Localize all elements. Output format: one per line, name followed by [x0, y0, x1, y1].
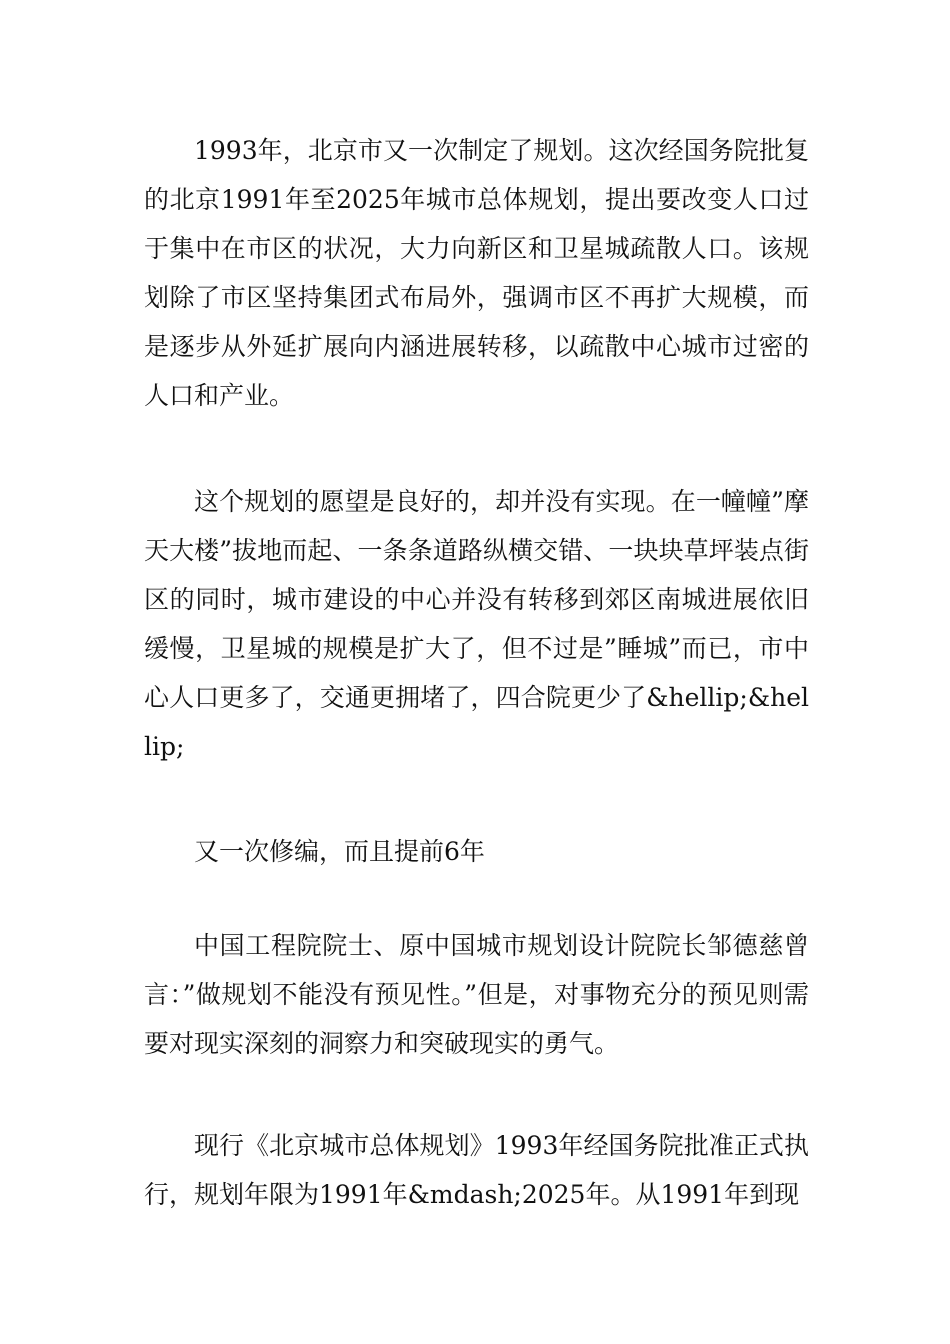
paragraph-subheading-revision: 又一次修编，而且提前6年 — [194, 837, 485, 866]
paragraph-zou-deci-quote: 中国工程院院士、原中国城市规划设计院院长邹德慈曾言：”做规划不能没有预见性。”但是，对事物充分的预见则需要对现实深刻的洞察力和突破现实的勇气。 — [144, 931, 809, 1058]
paragraph-1993-plan: 1993年，北京市又一次制定了规划。这次经国务院批复的北京1991年至2025年城市总体规划，提出要改变人口过于集中在市区的状况，大力向新区和卫星城疏散人口。该规划除了市区坚持集团式布局外，强调市区不再扩大规模，而是逐步从外延扩展向内涵进展转移，以疏散中心城市过密的人口和产业。 — [144, 136, 809, 410]
paragraph-plan-not-realized: 这个规划的愿望是良好的，却并没有实现。在一幢幢”摩天大楼”拔地而起、一条条道路纵横交错、一块块草坪装点街区的同时，城市建设的中心并没有转移到郊区南城进展依旧缓慢，卫星城的规模是扩大了，但不过是”睡城”而已，市中心人口更多了，交通更拥堵了，四合院更少了&hellip;&hellip; — [144, 487, 809, 761]
paragraph-current-master-plan: 现行《北京城市总体规划》1993年经国务院批准正式执行，规划年限为1991年&mdash;2025年。从1991年到现 — [144, 1131, 809, 1209]
